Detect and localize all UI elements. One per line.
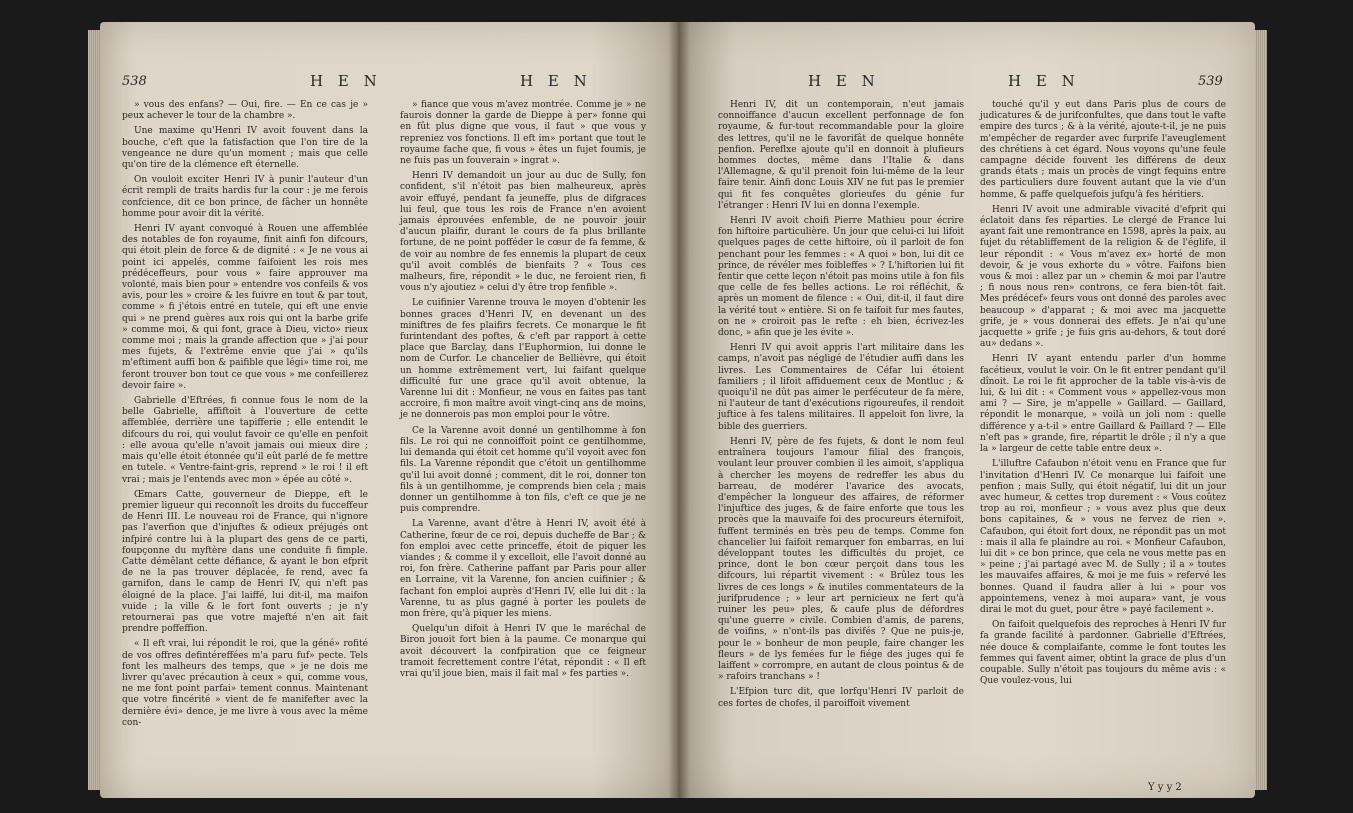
paragraph: Ce la Varenne avoit donné un gentilhomme à fon fils. Le roi qui ne connoiffoit point ce gentilhomme, lui demanda qui étoit cet homme qu'il voyoit avec fon fils. La Varenne répondit que c'étoit un gentilhomme qu'il lui avoit donné ; comment, dit le roi, donner ton fils à un gentilhomme, je comprends bien cela ; mais donner un gentilhomme à ton fils, c'eft ce que je ne puis comprendre. (400, 425, 646, 515)
paragraph: Henri IV avoit choifi Pierre Mathieu pour écrire fon hiftoire particulière. Un jour que celui-ci lui lifoit quelques pages de cette hiftoire, où il parloit de fon penchant pour les femmes : « A quoi » bon, lui dit ce prince, de révéler mes foibleffes » ? L'hiftorien lui fit fentir que cette leçon n'étoit pas moins utile à fon fils que celle de fes belles actions. Le roi réfléchit, & après un moment de filence : « Oui, dit-il, il faut dire la vérité tout » entière. Si on fe taifoit fur mes fautes, on ne » croiroit pas le refte : eh bien, écrivez-les donc, » afin que je les évite ». (718, 216, 964, 339)
book-gutter (668, 22, 690, 798)
left-column-2 (400, 100, 646, 684)
paragraph: Le cuifinier Varenne trouva le moyen d'obtenir les bonnes graces d'Henri IV, en devenant un des miniftres de fes plaifirs fecrets. Ce monarque le fit furintendant des poftes, & c'eft par rapport à cette place que Barclay, dans l'Euphormion, lui donne le nom de Curfor. Le chancelier de Bellièvre, qui étoit un homme extrêmement vert, lui faifant quelque difficulté fur une grace qu'il avoit obtenue, la Varenne lui dit : Monfieur, ne vous en faites pas tant accroire, fi mon maître avoit vingt-cinq ans de moins, je ne donnerois pas mon emploi pour le vôtre. (400, 298, 646, 421)
right-page (678, 22, 1255, 798)
right-running-head-2: H E N (1008, 72, 1080, 90)
right-column-1 (718, 100, 964, 714)
paragraph: Une maxime qu'Henri IV avoit fouvent dans la bouche, c'eft que la fatisfaction que l'on tire de la vengeance ne dure qu'un moment ; mais que celle qu'on tire de la clémence eft éternelle. (122, 126, 368, 171)
paragraph: Œmars Catte, gouverneur de Dieppe, eft le premier ligueur qui reconnoît les droits du fucceffeur de Henri III. Le nouveau roi de France, qui n'ignore pas l'averfion que d'injuftes & odieux préjugés ont infpiré contre lui à la plupart des gens de ce parti, foupçonne du myftère dans une conduite fi fimple. Catte démêlant cette défiance, & ayant le bon efprit de ne la pas trouver déplacée, fe rend, avec fa garnifon, dans le camp de Henri IV, qui n'eft pas éloigné de la place. J'ai laiffé, lui dit-il, ma maifon vuide ; la ville & le fort font ouverts ; je n'y retournerai pas que votre majefté n'en ait fait prendre poffeffion. (122, 489, 368, 635)
signature-mark: Y y y 2 (1148, 782, 1182, 793)
right-page-number: 539 (1198, 74, 1223, 89)
paragraph: Henri IV avoit une admirable vivacité d'efprit qui éclatoit dans fes réparties. Le clergé de France lui ayant fait une remontrance en 1598, après la paix, au fujet du rétabliffement de la religion & de l'églife, il leur répondit : « Vous m'avez ex» horté de mon devoir, & je vous exhorte du » vôtre. Faifons bien vous & moi : allez par un » chemin & moi par l'autre ; fi nous nous ren» controns, ce fera bien-tôt fait. Mes prédécef» feurs vous ont donné des paroles avec beaucoup » d'apparat ; & moi avec ma jacquette grife, je » vous donnerai des effets. Je n'ai qu'une jacquette » grife ; je fuis gris au-dehors, & tout doré au» dedans ». (980, 204, 1226, 350)
paragraph: touché qu'il y eut dans Paris plus de cours de judicatures & de jurifconfultes, que dans tout le vafte empire des turcs ; & à la vérité, ajoute-t-il, je ne puis m'empêcher de regarder avec furprife l'aveuglement des chrétiens à cet égard. Nous voyons qu'une feule campagne décide fouvent les différens de deux grands états ; mais un procès de vingt fequins entre des particuliers dure fouvent autant que la vie d'un homme, & paffe quelquefois jufqu'à fes héritiers. (980, 100, 1226, 200)
left-page-number: 538 (122, 74, 147, 89)
paragraph: L'Efpion turc dit, que lorfqu'Henri IV parloit de ces fortes de chofes, il paroiffoit vivement (718, 687, 964, 709)
paragraph: On faifoit quelquefois des reproches à Henri IV fur fa grande facilité à pardonner. Gabrielle d'Eftrées, née douce & complaifante, comme le font toutes les femmes qui favent aimer, obtint la grace de plus d'un coupable. Sully n'étoit pas toujours du même avis : « Que voulez-vous, lui (980, 620, 1226, 687)
paragraph: Henri IV, père de fes fujets, & dont le nom feul entraînera toujours l'amour filial des françois, voulant leur prouver combien il les aimoit, s'appliqua à chercher les moyens de redreffer les abus du barreau, de modérer l'avarice des avocats, d'empêcher la longueur des affaires, de réformer l'injuftice des juges, & de faire enforte que tous les procès que la mauvaife foi des procureurs éternifoit, fuffent terminés en très peu de temps. Comme fon chancelier lui faifoit remarquer fon embarras, en lui développant toutes les difficultés du projet, ce prince, dont le bon cœur perçoit dans tous les difcours, lui répartit vivement : « Brûlez tous les livres de ces longs » & inutiles commentateurs de la jurifprudence ; » leur art pernicieux ne fert qu'à ruiner les peu» ples, & caufe plus de défordres qu'une guerre » civile. Combien d'amis, de parens, de voifins, » n'ont-ils pas divifés ? Que ne puis-je, pour le » bonheur de mon peuple, faire changer les fleurs » de lys femées fur le fiége des juges qui fe laiffent » corrompre, en autant de clous pointus & de » rafoirs tranchans » ! (718, 436, 964, 683)
left-page (100, 22, 678, 798)
right-running-head-1: H E N (808, 72, 880, 90)
paragraph: Henri IV ayant convoqué à Rouen une affemblée des notables de fon royaume, finit ainfi fon difcours, qui étoit plein de force & de dignité : « Je ne vous ai point ici appelés, comme faifoient les rois mes prédéceffeurs, pour vous » faire approuver ma volonté, mais bien pour » entendre vos confeils & vos avis, pour les » croire & les fuivre en tout & par tout, comme » fi j'étois entré en tutele, qui eft une envie qui » ne prend guères aux rois qui ont la barbe grife » comme moi, & qui font, grace à Dieu, victo» rieux comme moi ; mais la grande affection que » j'ai pour mes fujets, & l'extrême envie que j'ai » qu'ils m'eftiment auffi bon & paifible que légi» time roi, me feront trouver bon tout ce que vous » me confeillerez devoir faire ». (122, 224, 368, 391)
right-column-2 (980, 100, 1226, 691)
paragraph: » vous des enfans? — Oui, fire. — En ce cas je » peux achever le tour de la chambre ». (122, 100, 368, 122)
paragraph: Henri IV ayant entendu parler d'un homme facétieux, voulut le voir. On le fit entrer pendant qu'il dînoit. Le roi le fit approcher de la table vis-à-vis de lui, & lui dit : « Comment vous » appellez-vous mon ami ? — Sire, je m'appelle » Gaillard. — Gaillard, répondit le monarque, » voilà un joli nom : quelle différence y a-t-il » entre Gaillard & Paillard ? — Elle n'eft pas » grande, fire, répartit le drôle ; il n'y a que la » largeur de cette table entre deux ». (980, 354, 1226, 455)
paragraph: Henri IV demandoit un jour au duc de Sully, fon confident, s'il n'étoit pas bien malheureux, après avoir effuyé, pendant fa jeuneffe, plus de difgraces lui feul, que tous les rois de France n'en avoient jamais éprouvées enfemble, de ne pouvoir jouir d'aucun plaifir, durant le cours de fa plus brillante fortune, de ne point pofféder le cœur de fa femme, & de voir au nombre de fes ennemis la plupart de ceux qu'il avoit comblés de bienfaits ? « Tous ces malheurs, fire, répondit » le duc, ne feroient rien, fi vous n'y ajoutiez » celui d'y être trop fenfible ». (400, 171, 646, 294)
paragraph: L'illuftre Cafaubon n'étoit venu en France que fur l'invitation d'Henri IV. Ce monarque lui faifoit une penfion ; mais Sully, qui étoit négatif, lui dit un jour avec humeur, & cettes trop durement : « Vous coûtez trop au roi, monfieur ; » vous avez plus que deux bons capitaines, & » vous ne fervez de rien ». Cafaubon, qui étoit fort doux, ne répondit pas un mot : mais il alla fe plaindre au roi. « Monfieur Cafaubon, lui dit » ce bon prince, que cela ne vous mette pas en » peine ; j'ai partagé avec M. de Sully ; il a » toutes les mauvaifes affaires, & moi je me fuis » refervé les bonnes. Quand il faudra aller à lui » pour vos appointemens, venez à moi aupara» vant, je vous dirai le mot du guet, pour être » payé facilement ». (980, 459, 1226, 615)
paragraph: « Il eft vrai, lui répondit le roi, que la géné» rofité de vos offres defintéreffées m'a paru fuf» pecte. Tels font les malheurs des temps, que » je ne dois me livrer qu'avec précaution à ceux » qui, comme vous, ne me font point parfai» tement connus. Maintenant que votre fincérité » vient de fe manifefter avec la dernière évi» dence, je me livre à vous avec la même con- (122, 639, 368, 728)
left-running-head-1: H E N (310, 72, 382, 90)
paragraph: On vouloit exciter Henri IV à punir l'auteur d'un écrit rempli de traits hardis fur la cour : je me ferois confcience, dit ce bon prince, de fâcher un honnête homme pour avoir dit la vérité. (122, 175, 368, 219)
paragraph: Gabrielle d'Eftrées, fi connue fous le nom de la belle Gabrielle, affiftoit à l'ouverture de cette affemblée, derrière une tapifferie ; elle entendit le difcours du roi, qui voulut favoir ce qu'elle en penfoit : elle avoua qu'elle n'avoit jamais oui mieux dire ; mais qu'elle étoit étonnée qu'il eût parlé de fe mettre en tutele. « Ventre-faint-gris, reprend » le roi ! il eft vrai ; mais je l'entends avec mon » épée au côté ». (122, 396, 368, 485)
left-column-1 (122, 100, 368, 733)
paragraph: Henri IV qui avoit appris l'art militaire dans les camps, n'avoit pas négligé de l'étudier auffi dans les livres. Les Commentaires de Céfar lui étoient familiers ; il lifoit affiduement ceux de Montluc ; & quoiqu'il ne dût pas aimer le perfécuteur de fa mère, ni l'auteur de tant d'exécutions rigoureufes, il rendoit juftice à fes talens militaires. Il appeloit fon livre, la bible des guerriers. (718, 343, 964, 432)
paragraph: Henri IV, dit un contemporain, n'eut jamais connoiffance d'aucun excellent perfonnage de fon royaume, & fur-tout recommandable pour la gloire des lettres, qu'il ne le favorifât de quelque honnête penfion. Pereflxe ajoute qu'il en donnoit à plufieurs hommes doctes, même dans l'Italie & dans l'Allemagne, & qu'il prenoit foin lui-même de la leur faire tenir. Ainfi donc Louis XIV ne fut pas le premier qui fit fes conquêtes glorieufes du génie fur l'étranger : Henri IV lui en donna l'exemple. (718, 100, 964, 211)
paragraph: La Varenne, avant d'être à Henri IV, avoit été à Catherine, fœur de ce roi, depuis ducheffe de Bar ; & fon emploi avec cette princeffe, étoit de piquer les viandes ; & comme il y excelloit, elle l'avoit donné au roi, fon frère. Catherine paffant par Paris pour aller en Lorraine, vit la Varenne, fon ancien cuifinier ; & fachant fon emploi auprès d'Henri IV, elle lui dit : la Varenne, tu as plus gagné à porter les poulets de mon frère, qu'à piquer les miens. (400, 519, 646, 619)
paragraph: Quelqu'un difoit à Henri IV que le maréchal de Biron jouoit fort bien à la paume. Ce monarque qui avoit découvert la confpiration que ce feigneur tramoit fecrettement contre l'état, répondit : « Il eft vrai qu'il joue bien, mais il fait mal » fes parties ». (400, 624, 646, 679)
left-running-head-2: H E N (520, 72, 592, 90)
page-edges-right (1255, 30, 1267, 790)
paragraph: » fiance que vous m'avez montrée. Comme je » ne faurois donner la garde de Dieppe à per» fonne qui en fût plus digne que vous, il faut » que vous y repreniez vos fonctions. Il eft im» portant que tout le royaume fache que, fi vous » êtes un fujet foumis, je ne fuis pas un fouverain » ingrat ». (400, 100, 646, 167)
